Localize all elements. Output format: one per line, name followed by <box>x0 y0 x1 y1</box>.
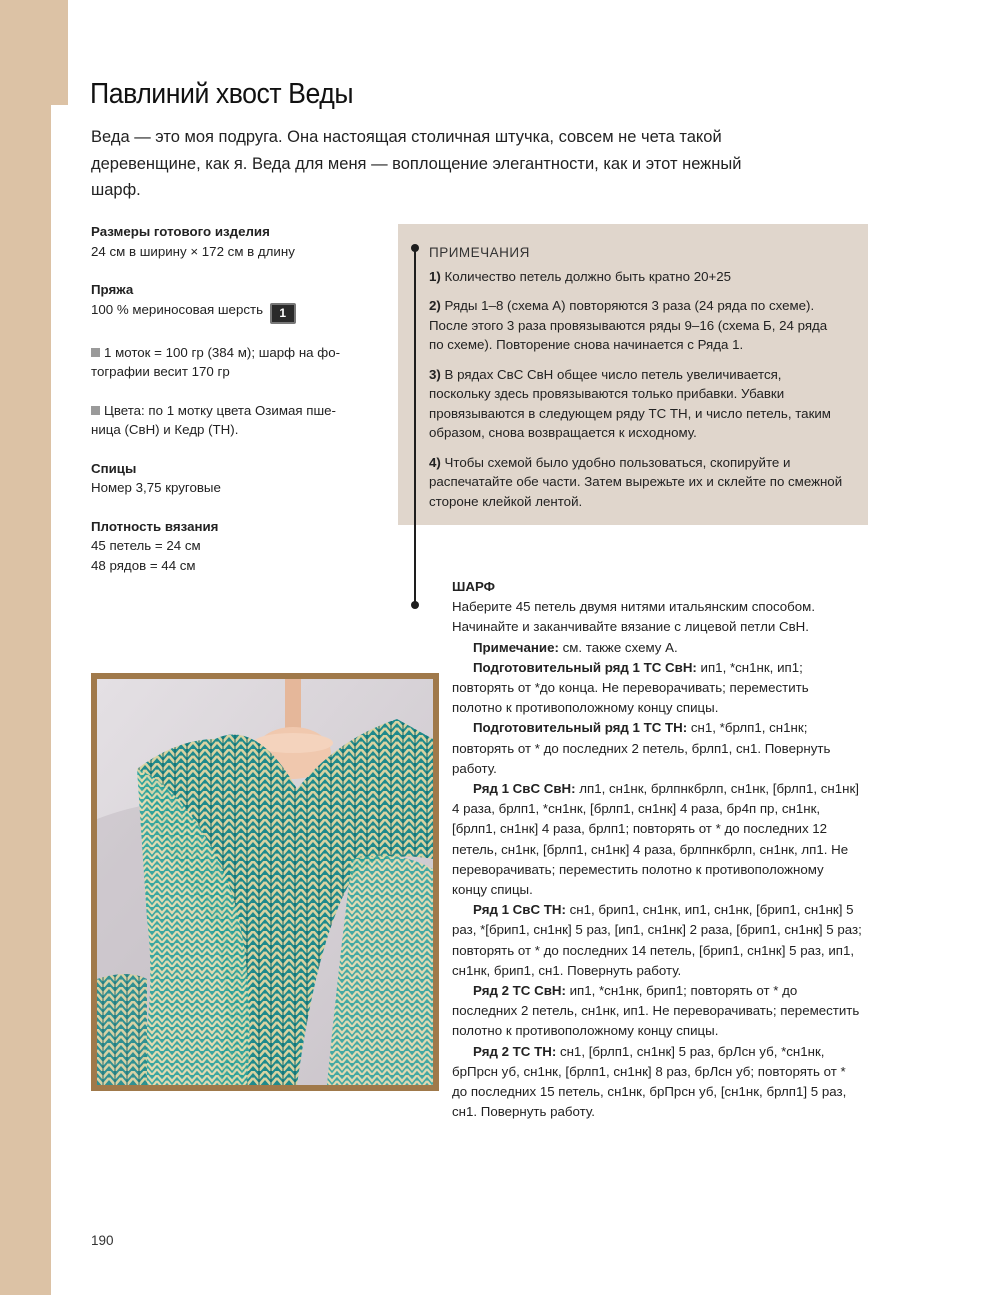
page-title: Павлиний хвост Веды <box>90 78 354 110</box>
instruction-row: Ряд 2 ТС ТН: сн1, [брлп1, сн1нк] 5 раз, брЛсн уб, *сн1нк, брПрсн уб, сн1нк, [брлп1, сн1нк] 8 раз, брЛсн уб; повторять от * до последних 15 петель, сн1нк, брПрсн уб, [сн1нк, брлп1] 5 раз, сн1. Повернуть работу. <box>452 1043 847 1120</box>
scarf-photo-illustration <box>97 679 433 1085</box>
specs-column <box>91 222 391 594</box>
spec-skein-line1: 1 моток = 100 гр (384 м); шарф на фо- <box>91 343 391 363</box>
spec-size <box>91 222 391 261</box>
spec-skein-line2: тографии весит 170 гр <box>91 364 230 379</box>
spec-skein <box>91 343 391 382</box>
side-decorative-band <box>0 0 51 1295</box>
spec-yarn-value: 100 % мериносовая шерсть <box>91 301 264 317</box>
instruction-row: Примечание: см. также схему А. <box>473 639 678 655</box>
notes-box <box>398 224 868 525</box>
spec-yarn-line <box>91 300 391 324</box>
spec-gauge-line2: 48 рядов = 44 см <box>91 557 196 573</box>
spec-size-value: 24 см в ширину × 172 см в длину <box>91 243 295 259</box>
spec-gauge-heading: Плотность вязания <box>91 518 219 534</box>
instruction-row: Ряд 1 СвС ТН: сн1, брип1, сн1нк, ип1, сн1нк, [брип1, сн1нк] 5 раз, *[брип1, сн1нк] 5 раз, [ип1, сн1нк] 2 раза, [брип1, сн1нк] 5 раз; повторять от * до последних 14 петель, [брип1, сн1нк] 5 раз, ип1, сн1нк, брип1, сн1. Повернуть работу. <box>452 902 862 978</box>
yarn-weight-icon: 1 <box>270 303 296 324</box>
spec-yarn-heading: Пряжа <box>91 282 134 297</box>
spec-size-heading: Размеры готового изделия <box>91 224 270 239</box>
note-item: 2) Ряды 1–8 (схема А) повторяются 3 раза (24 ряда по схеме). После этого 3 раза провязываются ряды 9–16 (схема Б, 24 ряда по схеме). Повторение снова начинается с Ряда 1. <box>429 298 828 352</box>
page-number: 190 <box>91 1233 114 1248</box>
instruction-row: Подготовительный ряд 1 ТС ТН: сн1, *брлп1, сн1нк; повторять от * до последних 2 петель, брлп1, сн1. Повернуть работу. <box>452 720 831 776</box>
notes-title: ПРИМЕЧАНИЯ <box>429 245 530 260</box>
spec-gauge <box>91 517 391 576</box>
connector-dot-top <box>411 244 419 252</box>
instruction-row: Ряд 1 СвС СвН: лп1, сн1нк, брлпнкбрлп, сн1нк, [брлп1, сн1нк] 4 раза, брлп1, *сн1нк, [брлп1, сн1нк] 4 раза, бр4п пр, сн1нк, [брлп1, сн1нк] 4 раза, брлп1; повторять от * до последних 12 петель, сн1нк, [брлп1, сн1нк] 4 раза, брлпнкбрлп, сн1нк, лп1. Не переворачивать; переместить полотно к противоположному концу спицы. <box>452 781 859 898</box>
spec-needles-value: Номер 3,75 круговые <box>91 480 221 495</box>
note-item: 3) В рядах СвС СвН общее число петель увеличивается, поскольку здесь провязываются только прибавки. Убавки провязываются в следующем ряду ТС ТН, и число петель, таким образом, снова возвращается к исходному. <box>429 366 831 440</box>
intro-paragraph: Веда — это моя подруга. Она настоящая столичная штучка, совсем не чета такой деревенщине, как я. Веда для меня — воплощение элегантности, как и этот нежный шарф. <box>91 128 742 199</box>
connector-line <box>414 246 416 605</box>
note-item: 1) Количество петель должно быть кратно 20+25 <box>429 268 732 284</box>
instruction-row: Подготовительный ряд 1 ТС СвН: ип1, *сн1нк, ип1; повторять от *до конца. Не переворачивать; переместить полотно к противоположному концу спицы. <box>452 659 809 716</box>
side-decorative-band-top <box>51 0 68 105</box>
spec-needles-heading: Спицы <box>91 460 137 476</box>
note-item: 4) Чтобы схемой было удобно пользоваться, скопируйте и распечатайте обе части. Затем вырежьте их и склейте по смежной стороне клейкой лентой. <box>429 454 843 509</box>
square-bullet-icon <box>91 406 100 415</box>
scarf-photo <box>97 679 433 1085</box>
spec-colors <box>91 401 391 440</box>
scarf-heading: ШАРФ <box>452 579 496 594</box>
spec-colors-line1: Цвета: по 1 мотку цвета Озимая пше- <box>91 401 391 421</box>
spec-yarn <box>91 280 391 324</box>
scarf-intro: Наберите 45 петель двумя нитями итальянским способом. Начинайте и заканчивайте вязание с лицевой петли СвН. <box>452 599 816 635</box>
connector-dot-bottom <box>411 601 419 609</box>
spec-needles <box>91 459 391 498</box>
spec-colors-line2: ница (СвН) и Кедр (ТН). <box>91 422 239 437</box>
notes-content <box>429 243 844 521</box>
square-bullet-icon <box>91 348 100 357</box>
instruction-row: Ряд 2 ТС СвН: ип1, *сн1нк, брип1; повторять от * до последних 2 петель, сн1нк, ип1. Не переворачивать; переместить полотно к противоположному концу спицы. <box>452 983 860 1039</box>
spec-gauge-line1: 45 петель = 24 см <box>91 538 201 553</box>
scarf-instructions <box>452 577 862 1122</box>
